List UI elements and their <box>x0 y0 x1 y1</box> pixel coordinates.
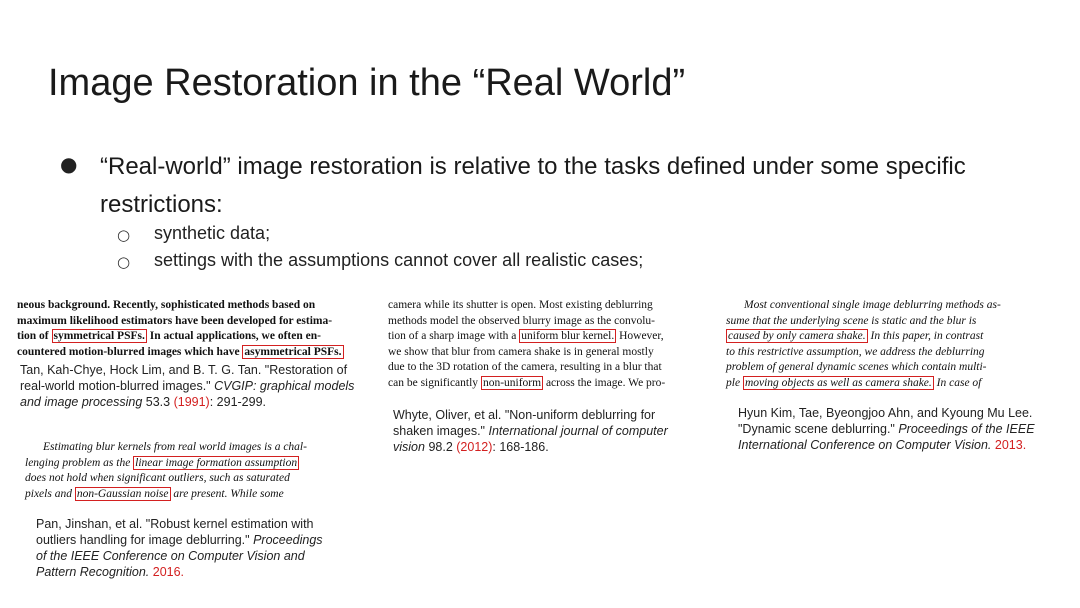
highlight-box: moving objects as well as camera shake. <box>744 376 932 389</box>
highlight-box: asymmetrical PSFs. <box>244 345 342 358</box>
citation-year: (1991) <box>173 395 210 409</box>
excerpt-line: can be significantly non-uniform across the image. We pro- <box>388 376 666 389</box>
citation-tan: Tan, Kah-Chye, Hock Lim, and B. T. G. Tan. "Restoration of real-world motion-blurred images." CVGIP: graphical models and image processing 53.3 (1991): 291-299. <box>20 363 355 409</box>
excerpt-line: methods model the observed blurry image as the convolu- <box>388 314 655 327</box>
citation-year: 2013. <box>994 438 1027 452</box>
excerpt-line: pixels and non-Gaussian noise are present. While some <box>25 487 284 500</box>
excerpt-line: neous background. Recently, sophisticated methods based on <box>17 299 316 311</box>
excerpt-line: problem of general dynamic scenes which contain multi- <box>726 361 987 373</box>
highlight-box: non-Gaussian noise <box>76 487 169 500</box>
excerpt-line: sume that the underlying scene is static and the blur is <box>726 314 977 327</box>
excerpt-line: caused by only camera shake. In this paper, in contrast <box>728 330 984 342</box>
excerpt-line: lenging problem as the linear image formation assumption <box>25 456 298 469</box>
excerpt-pan <box>25 440 347 502</box>
sub-bullet-dot: ○ <box>117 253 131 271</box>
excerpt-line: tion of a sharp image with a uniform blur kernel. However, <box>388 330 664 342</box>
excerpt-line: tion of symmetrical PSFs. In actual applications, we often en- <box>17 330 321 342</box>
sub-bullet-settings: settings with the assumptions cannot cover all realistic cases; <box>154 250 644 270</box>
highlight-box: symmetrical PSFs. <box>53 330 145 342</box>
excerpt-line: we show that blur from camera shake is in general mostly <box>388 345 654 358</box>
citation-kim: Hyun Kim, Tae, Byeongjoo Ahn, and Kyoung Mu Lee. "Dynamic scene deblurring." Proceedings of the IEEE International Conference on Computer Vision. 2013. <box>738 406 1035 452</box>
highlight-box: uniform blur kernel. <box>521 330 615 342</box>
citation-whyte: Whyte, Oliver, et al. "Non-uniform deblurring for shaken images." International journal of computer vision 98.2 (2012): 168-186. <box>393 408 668 454</box>
highlight-box: linear image formation assumption <box>135 456 298 469</box>
bullet-dot: ● <box>60 152 78 176</box>
citation-year: (2012) <box>456 440 493 454</box>
sub-bullet-synthetic: synthetic data; <box>154 223 271 243</box>
citation-pan: Pan, Jinshan, et al. "Robust kernel estimation with outliers handling for image deblurring." Proceedings of the IEEE Conference on Computer Vision and Pattern Recognition. 2016. <box>36 517 323 579</box>
excerpt-line: Estimating blur kernels from real world images is a chal- <box>43 441 307 453</box>
excerpt-line: ple moving objects as well as camera shake. In case of <box>726 376 982 389</box>
excerpt-line: maximum likelihood estimators have been developed for estima- <box>17 314 333 327</box>
excerpt-whyte <box>388 298 705 391</box>
excerpt-line: camera while its shutter is open. Most existing deblurring <box>388 299 653 311</box>
excerpt-line: due to the 3D rotation of the camera, resulting in a blur that <box>388 361 662 373</box>
excerpt-line: countered motion-blurred images which have asymmetrical PSFs. <box>17 345 342 358</box>
highlight-box: caused by only camera shake. <box>728 330 866 342</box>
slide-title: Image Restoration in the “Real World” <box>48 62 686 104</box>
excerpt-line: to this restrictive assumption, we address the deblurring <box>726 345 985 358</box>
excerpt-line: Most conventional single image deblurring methods as- <box>744 299 1001 311</box>
excerpt-line: does not hold when significant outliers, such as saturated <box>25 472 290 484</box>
bullet-text: “Real-world” image restoration is relative to the tasks defined under some specific restrictions: <box>100 153 966 218</box>
citation-year: 2016. <box>152 565 185 579</box>
excerpt-kim <box>726 298 1056 391</box>
highlight-box: non-uniform <box>482 376 542 389</box>
excerpt-tan <box>17 298 373 360</box>
sub-bullet-dot: ○ <box>117 226 131 244</box>
